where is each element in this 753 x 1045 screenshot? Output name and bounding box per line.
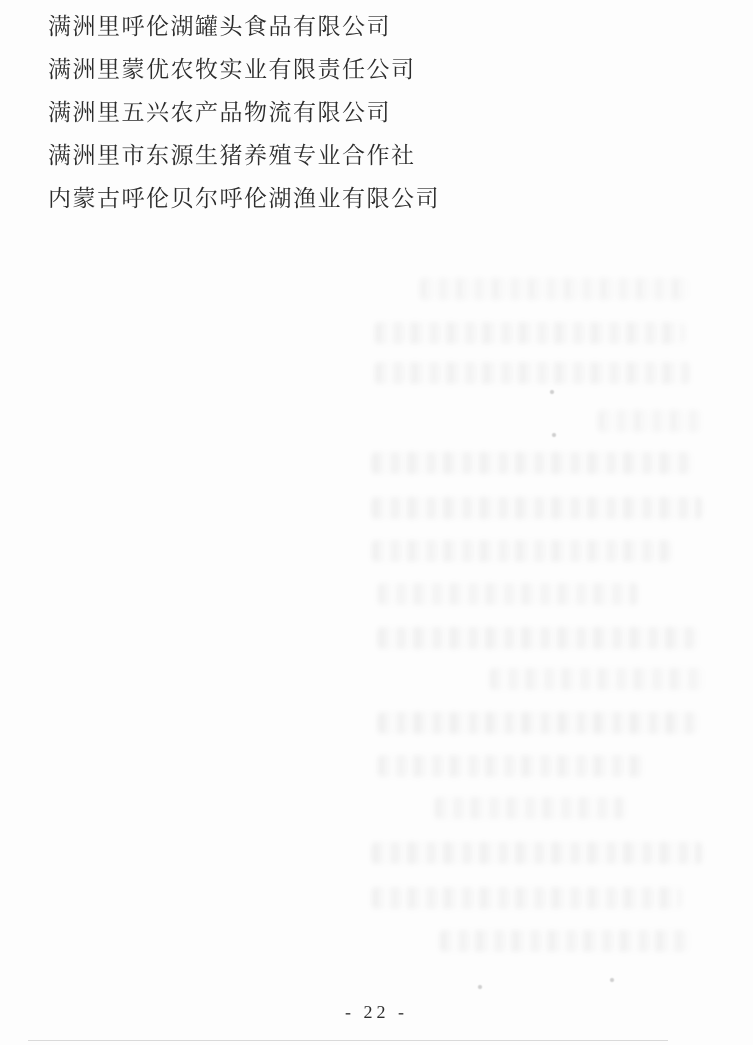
scan-speck [550,390,554,394]
bleed-through-artifact [372,452,692,474]
company-name-line: 满洲里市东源生猪养殖专业合作社 [48,143,416,168]
bleed-through-artifact [375,322,685,344]
bleed-through-artifact [378,755,643,777]
company-list [48,5,440,220]
scan-speck [478,985,482,989]
bleed-through-artifact [372,887,682,909]
company-name-line: 满洲里呼伦湖罐头食品有限公司 [48,14,391,39]
bleed-through-artifact [440,930,690,952]
bleed-through-artifact [378,583,638,605]
bleed-through-artifact [372,497,702,519]
company-name-line: 满洲里五兴农产品物流有限公司 [48,100,391,125]
scan-edge-line [28,1040,668,1041]
scan-speck [552,433,556,437]
company-name-line: 内蒙古呼伦贝尔呼伦湖渔业有限公司 [48,186,440,211]
bleed-through-artifact [435,797,625,819]
company-name-line: 满洲里蒙优农牧实业有限责任公司 [48,57,416,82]
bleed-through-artifact [375,362,690,384]
bleed-through-artifact [378,712,698,734]
bleed-through-artifact [490,668,705,690]
bleed-through-artifact [372,540,672,562]
bleed-through-artifact [420,278,690,300]
page-number: - 22 - [345,1002,408,1022]
bleed-through-artifact [372,842,702,864]
bleed-through-artifact [378,627,698,649]
bleed-through-artifact [598,410,703,432]
scan-speck [610,978,614,982]
